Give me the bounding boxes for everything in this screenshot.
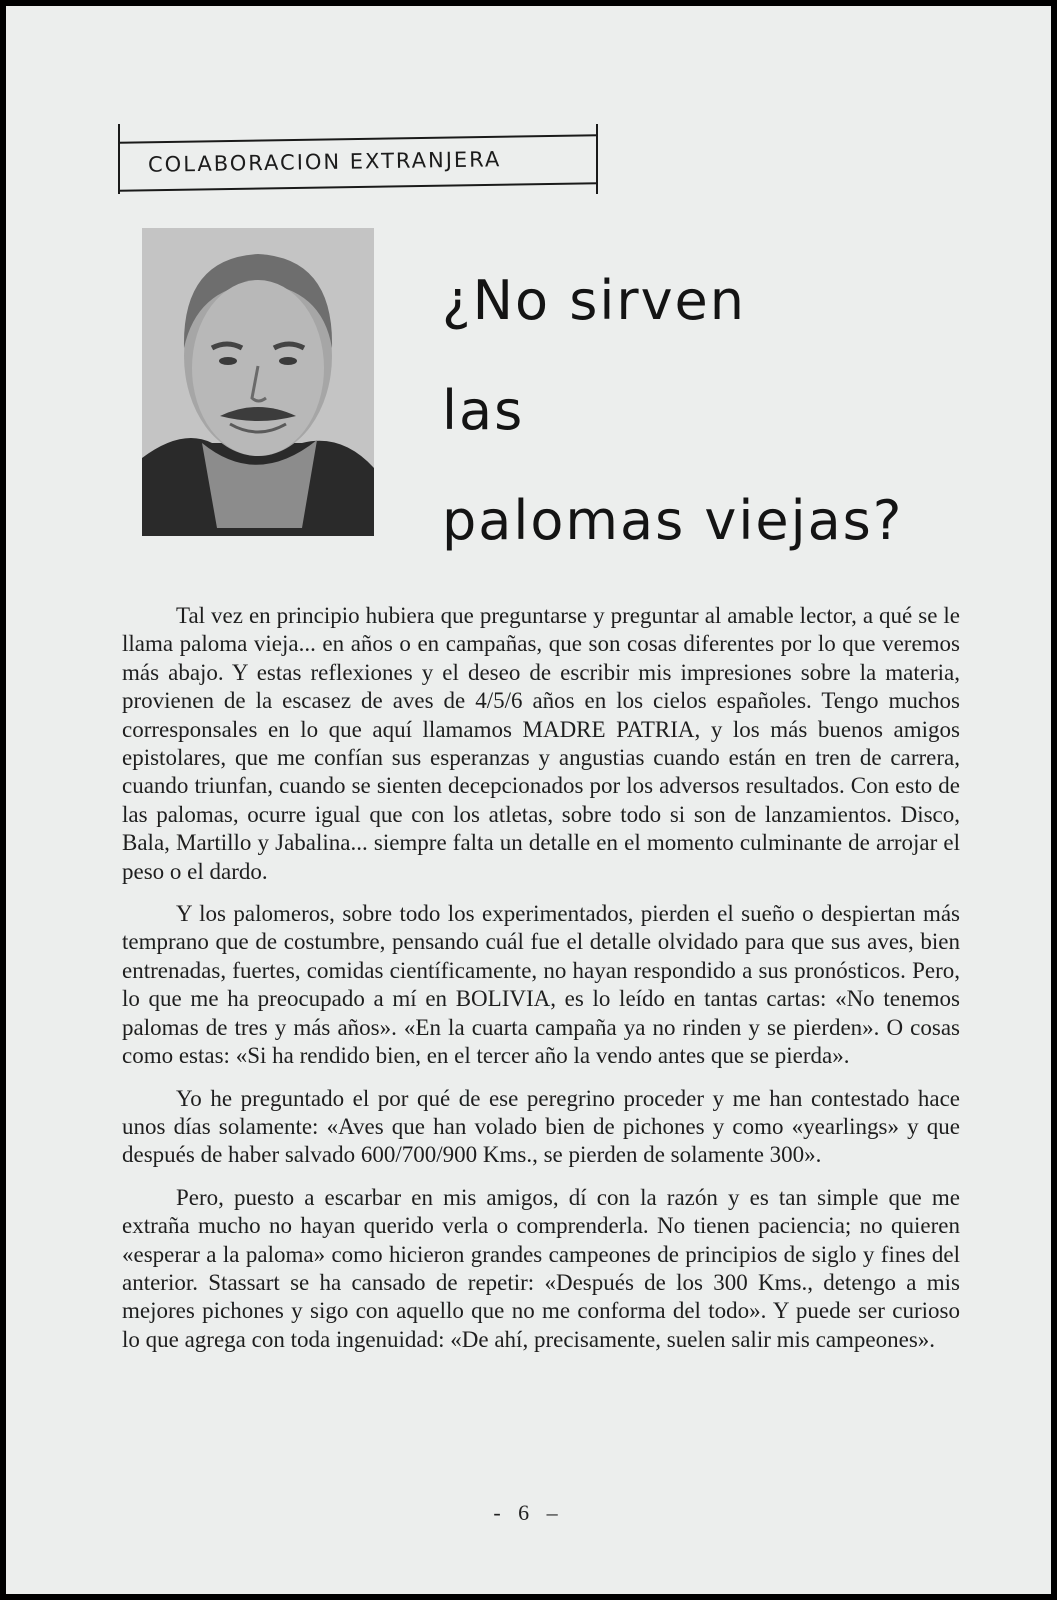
title-line-3: palomas viejas?: [442, 489, 904, 552]
paragraph-4: Pero, puesto a escarbar en mis amigos, dí con la razón y es tan simple que me extraña mucho no hayan querido verla o comprenderla. No tienen paciencia; no quieren «esperar a la paloma» como hicieron grandes campeones de principios de siglo y fines del anterior. Stassart se ha cansado de repetir: «Después de los 300 Kms., detengo a mis mejores pichones y sigo con aquello que no me conforma del todo». Y puede ser curioso lo que agrega con toda ingenuidad: «De ahí, precisamente, suelen salir mis campeones».: [122, 1184, 960, 1352]
paragraph-2: Y los palomeros, sobre todo los experimentados, pierden el sueño o despiertan más temprano que de costumbre, pensando cuál fue el detalle olvidado para que sus aves, bien entrenadas, fuertes, comidas científicamente, no hayan respondido a sus pronósticos. Pero, lo que me ha preocupado a mí en BOLIVIA, es lo leído en tantas cartas: «No tenemos palomas de tres y más años». «En la cuarta campaña ya no rinden y se pierden». O cosas como estas: «Si ha rendido bien, en el tercer año la vendo antes que se pierda».: [122, 901, 960, 1069]
magazine-page: [6, 6, 1051, 1594]
section-label: COLABORACION EXTRANJERA: [147, 147, 502, 177]
page-number: - 6 –: [493, 1500, 564, 1525]
article-title: [442, 246, 1002, 576]
title-line-2: las: [442, 379, 525, 442]
article-body: [122, 602, 960, 1368]
section-header-box: [118, 124, 598, 194]
portrait-illustration: [142, 228, 374, 536]
title-line-1: ¿No sirven: [442, 269, 747, 332]
paragraph-3: Yo he preguntado el por qué de ese peregrino proceder y me han contestado hace unos días solamente: «Aves que han volado bien de pichones y como «yearlings» y que después de haber salvado 600/700/900 Kms., se pierden de solamente 300».: [122, 1085, 960, 1168]
author-portrait: [142, 228, 374, 536]
paragraph-1: Tal vez en principio hubiera que preguntarse y preguntar al amable lector, a qué se le llama paloma vieja... en años o en campañas, que son cosas diferentes por lo que veremos más abajo. Y estas reflexiones y el deseo de escribir mis impresiones sobre la materia, provienen de la escasez de aves de 4/5/6 años en los cielos españoles. Tengo muchos corresponsales en lo que aquí llamamos MADRE PATRIA, y los más buenos amigos epistolares, que me confían sus esperanzas y angustias cuando están en tren de carrera, cuando triunfan, cuando se sienten decepcionados por los adversos resultados. Con esto de las palomas, ocurre igual que con los atletas, sobre todo si son de lanzamientos. Disco, Bala, Martillo y Jabalina... siempre falta un detalle en el momento culminante de arrojar el peso o el dardo.: [122, 603, 960, 884]
